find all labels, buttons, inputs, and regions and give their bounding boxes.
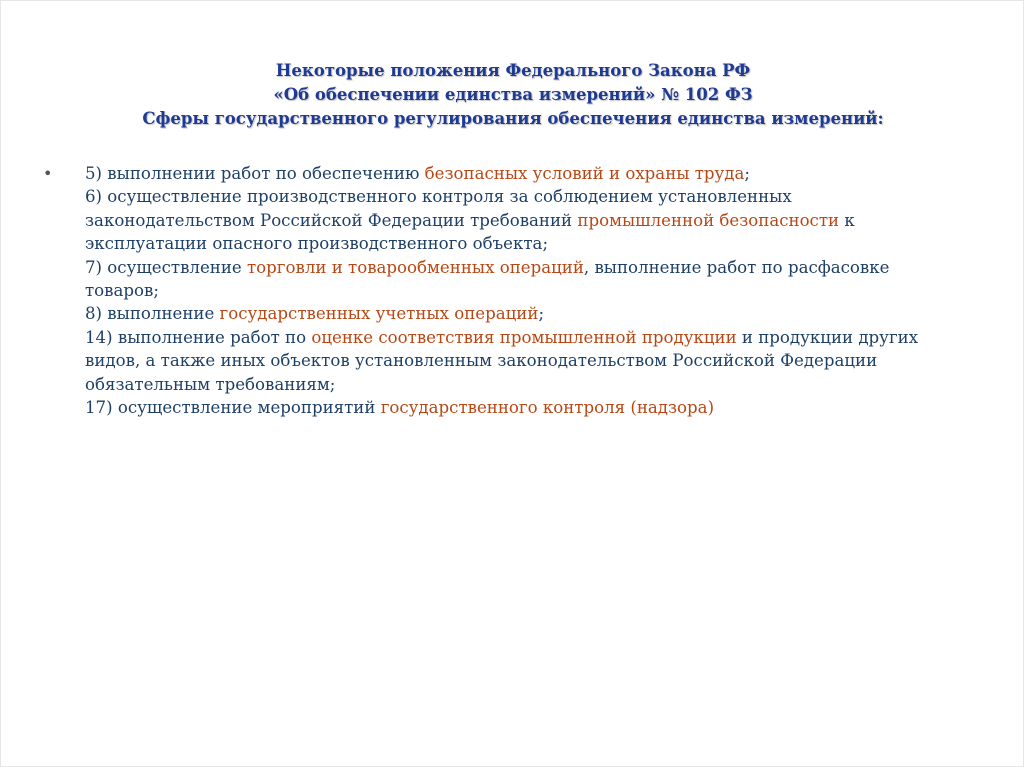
- highlight-text: торговли и товарообменных операций: [247, 257, 584, 277]
- highlight-text: государственного контроля (надзора): [380, 398, 715, 418]
- body-line-5: [85, 256, 971, 279]
- bullet-list: [41, 162, 971, 419]
- body-text: 14) выполнение работ по: [85, 327, 312, 347]
- body-line-8: [85, 326, 971, 349]
- highlight-text: промышленной безопасности: [577, 210, 840, 230]
- body-text: , выполнение работ по расфасовке: [583, 257, 890, 277]
- body-line-1: [85, 162, 971, 185]
- body-line-11: [85, 396, 971, 419]
- body-text: ;: [744, 164, 751, 183]
- body-line-3: [85, 209, 971, 232]
- highlight-text: безопасных условий и охраны труда: [424, 164, 745, 183]
- body-line-10: обязательным требованиям;: [85, 374, 336, 394]
- title-line-3: Сферы государственного регулирования обеспечения единства измерений:: [142, 109, 884, 128]
- slide-title: [1, 59, 1024, 131]
- body-text: ;: [538, 304, 545, 324]
- body-text: 8) выполнение: [85, 304, 220, 324]
- highlight-text: государственных учетных операций: [219, 304, 539, 324]
- body-line-4: эксплуатации опасного производственного объекта;: [85, 234, 549, 254]
- body-text: 7) осуществление: [85, 257, 247, 277]
- body-line-6: товаров;: [85, 281, 159, 301]
- body-text: 5) выполнении работ по обеспечению: [85, 164, 425, 183]
- highlight-text: оценке соответствия промышленной продукции: [311, 327, 737, 347]
- title-line-1: Некоторые положения Федерального Закона РФ: [275, 61, 751, 80]
- body-line-2: 6) осуществление производственного контроля за соблюдением установленных: [85, 187, 792, 207]
- body-line-7: [85, 302, 971, 325]
- bullet-item-text: [85, 162, 971, 419]
- bullet-icon: •: [43, 164, 53, 183]
- body-text: 17) осуществление мероприятий: [85, 398, 381, 418]
- body-text: законодательством Российской Федерации требований: [85, 210, 578, 230]
- body-line-9: видов, а также иных объектов установленным законодательством Российской Федерации: [85, 351, 878, 371]
- body-text: к: [839, 210, 855, 230]
- title-line-2: «Об обеспечении единства измерений» № 102 ФЗ: [273, 85, 753, 104]
- body-text: и продукции других: [736, 327, 919, 347]
